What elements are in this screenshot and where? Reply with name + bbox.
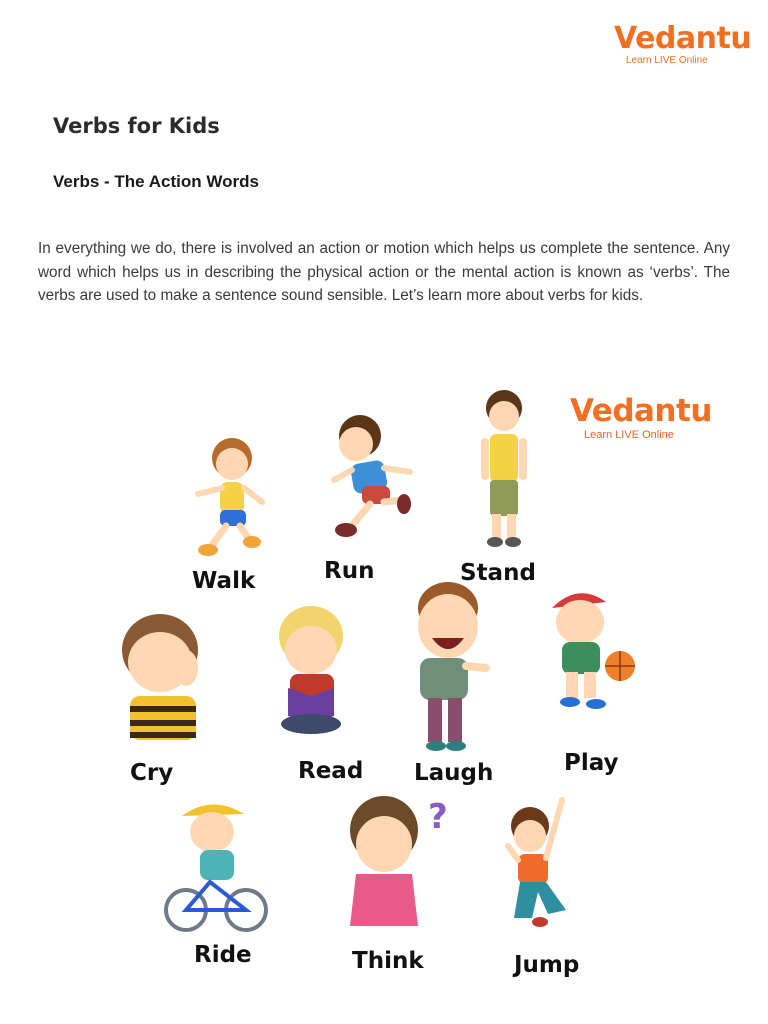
verb-label-stand: Stand: [460, 560, 536, 586]
kids-cartoon-figures: [0, 370, 768, 1010]
verb-label-cry: Cry: [130, 760, 174, 786]
vedantu-logo: [614, 21, 752, 66]
verbs-illustration: [0, 370, 768, 1010]
verb-label-jump: Jump: [514, 952, 580, 978]
verb-label-laugh: Laugh: [414, 760, 494, 786]
jump-figure: [508, 800, 566, 927]
verb-label-read: Read: [298, 758, 364, 784]
illustration-logo-tagline: Learn LIVE Online: [584, 429, 674, 441]
verb-label-ride: Ride: [194, 942, 252, 968]
page-subtitle: Verbs - The Action Words: [53, 172, 259, 191]
logo-brand-text: Vedantu: [614, 21, 752, 56]
walk-figure: [198, 438, 262, 556]
illustration-logo-brand: Vedantu: [570, 393, 712, 429]
logo-tagline: Learn LIVE Online: [626, 55, 708, 66]
cry-figure: [122, 614, 198, 740]
ride-figure: [166, 804, 266, 930]
read-figure: [279, 606, 343, 734]
verb-label-run: Run: [324, 558, 375, 584]
stand-figure: [481, 390, 527, 547]
intro-paragraph: In everything we do, there is involved an action or motion which helps us complete the sentence. Any word which helps us in describing the physical action or the mental action is known as ‘verbs’. The verbs are used to make a sentence sound sensible. Let’s learn more about verbs for kids.: [38, 240, 730, 304]
page-title: Verbs for Kids: [53, 114, 220, 138]
laugh-figure: [418, 582, 486, 751]
play-figure: [552, 593, 635, 709]
verb-label-play: Play: [564, 750, 619, 776]
illustration-vedantu-logo: [570, 393, 712, 441]
think-figure: [350, 796, 448, 926]
run-figure: [334, 415, 411, 537]
verb-label-think: Think: [352, 948, 424, 974]
verb-label-walk: Walk: [192, 568, 256, 594]
svg-text:?: ?: [428, 797, 448, 837]
